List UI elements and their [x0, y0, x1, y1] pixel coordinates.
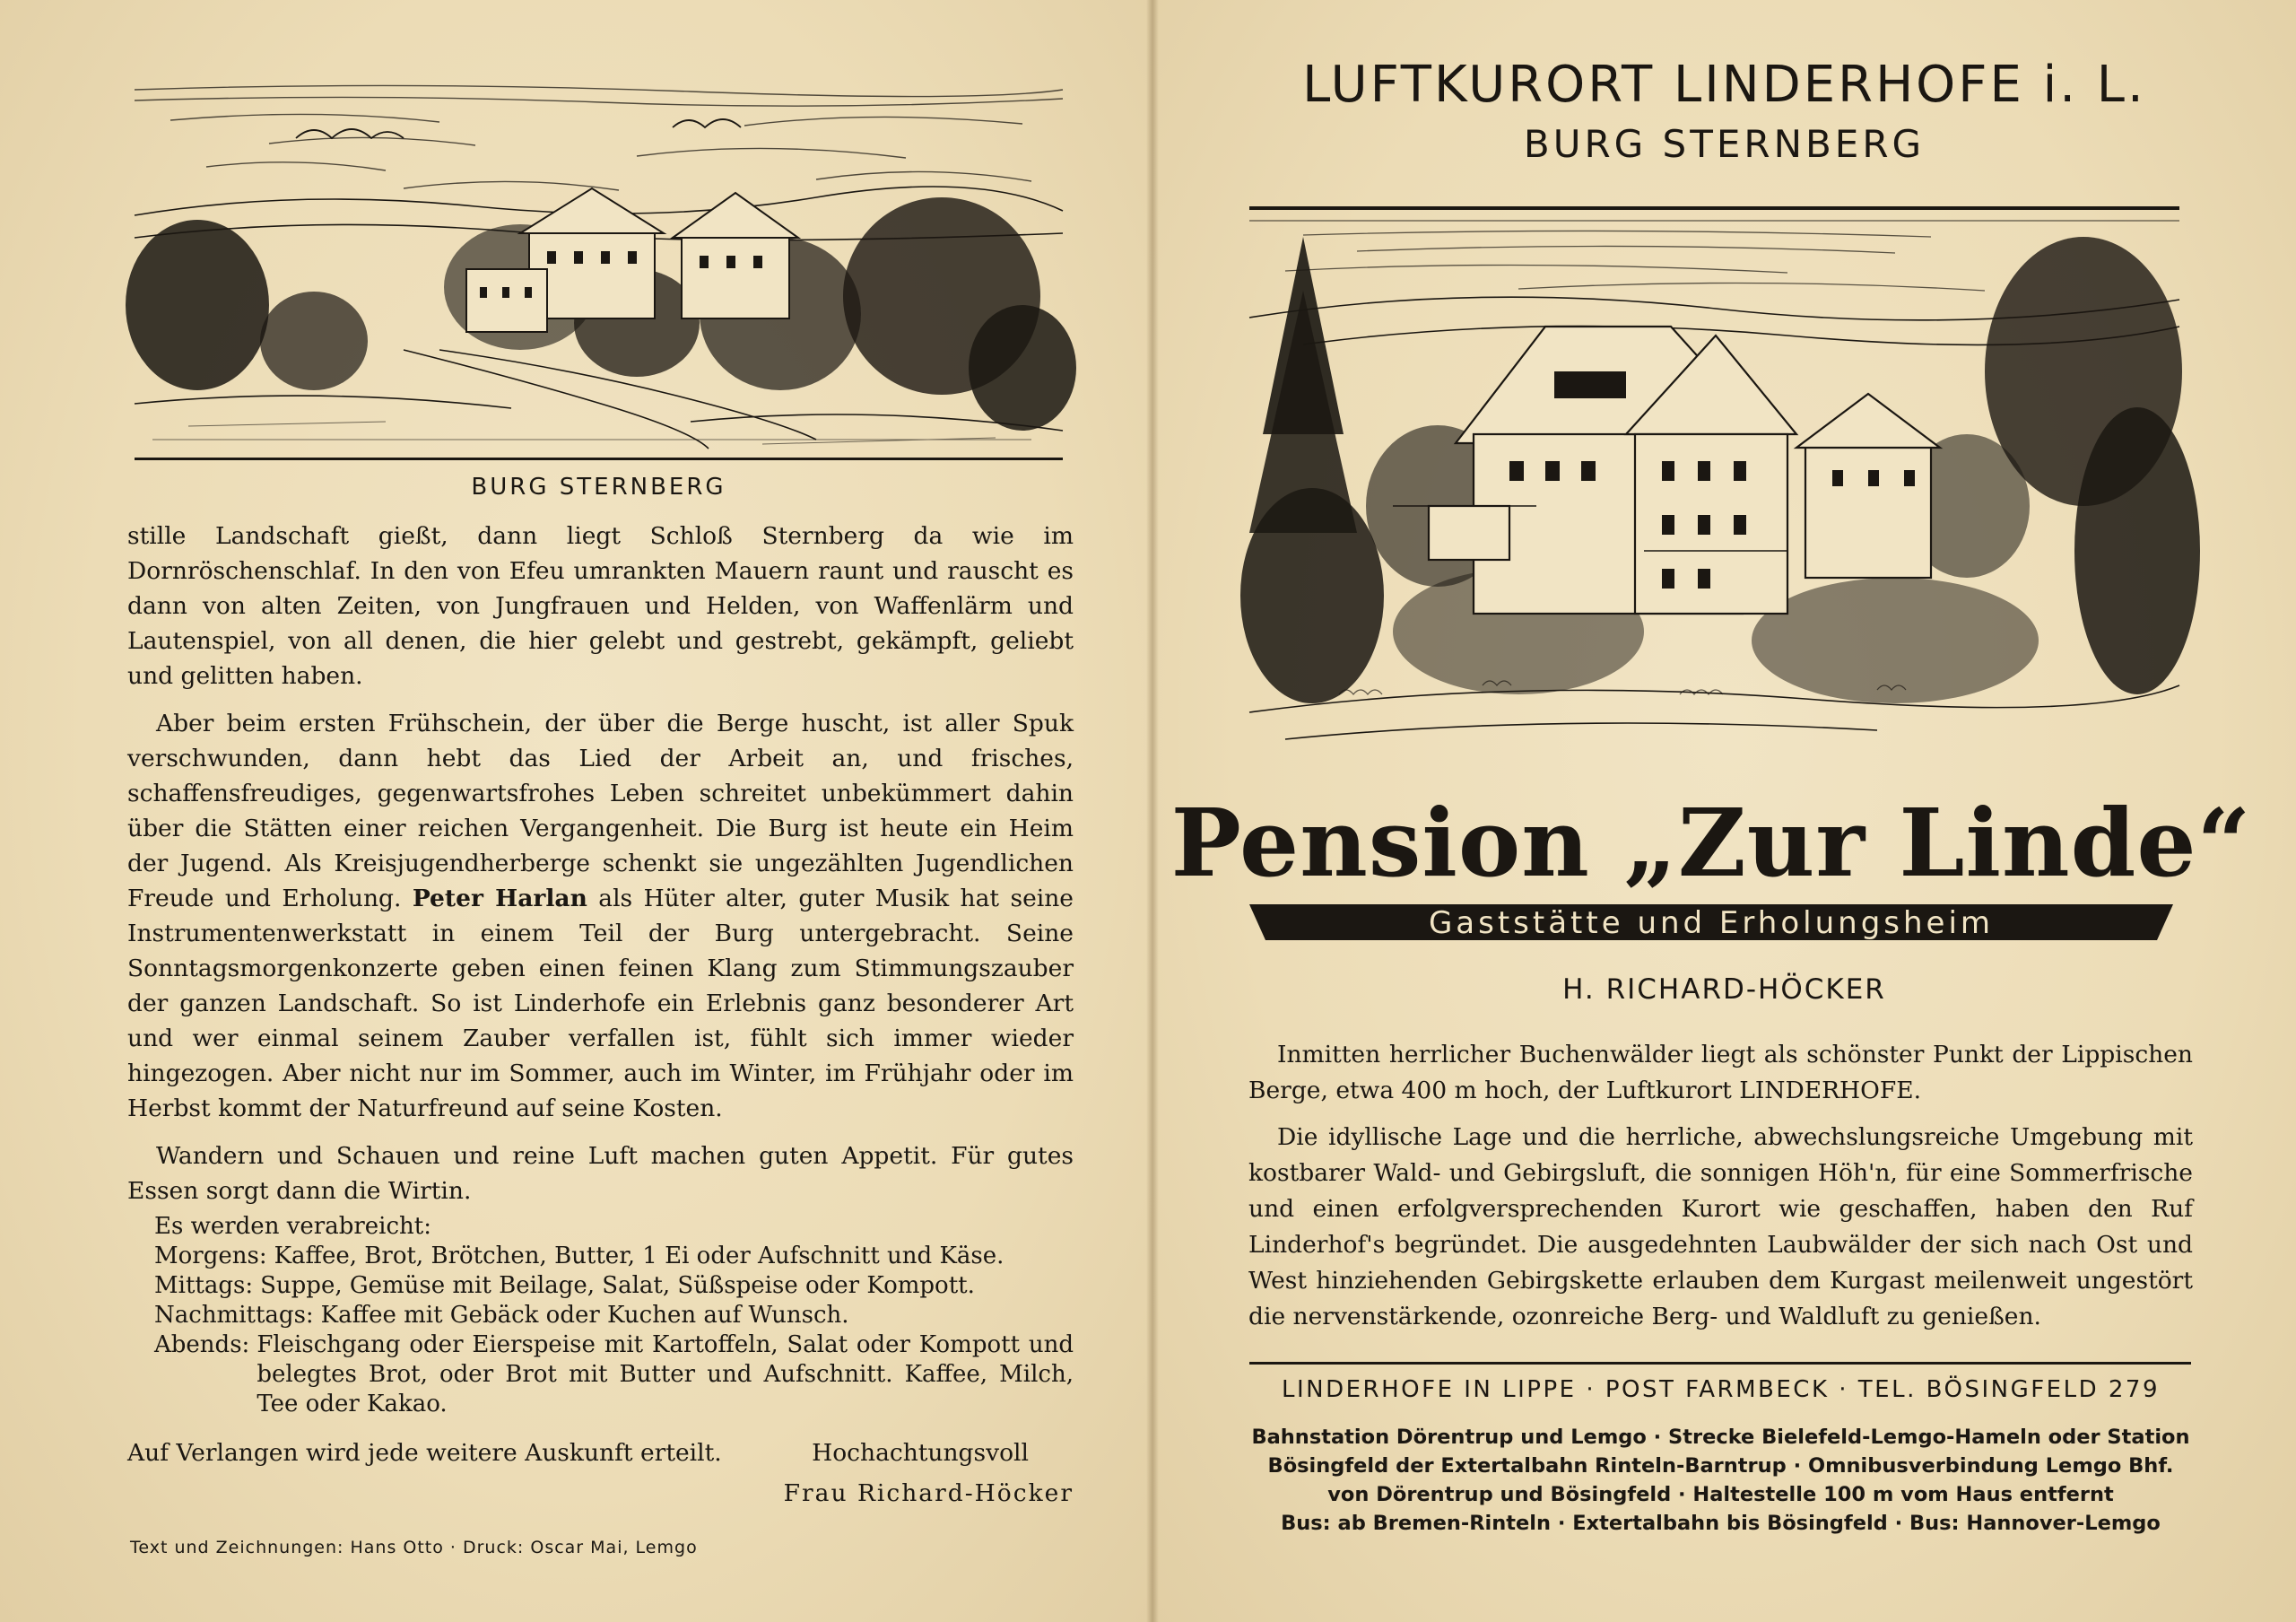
paragraph: Inmitten herrlicher Buchenwälder liegt als schönster Punkt der Lippischen Berge, etwa 400 m hoch, der Luftkurort LINDERHOFE. [1248, 1041, 2193, 1104]
address-line: LINDERHOFE IN LIPPE · POST FARMBECK · TEL. BÖSINGFELD 279 [1281, 1376, 2161, 1403]
menu-item-label: Nachmittags: [154, 1302, 314, 1329]
page-subtitle: BURG STERNBERG [1523, 122, 1926, 166]
menu-item [154, 1330, 1074, 1419]
menu-item [154, 1242, 1074, 1271]
menu-intro: Es werden verabreicht: [154, 1213, 431, 1240]
divider [1249, 1362, 2191, 1365]
left-body-text [127, 519, 1074, 1511]
menu-list [154, 1212, 1074, 1419]
pension-logo [1170, 770, 2252, 958]
name-highlight: Peter Harlan [412, 885, 587, 912]
menu-item-text: Suppe, Gemüse mit Beilage, Salat, Süßspeise oder Kompott. [260, 1272, 975, 1299]
paragraph: Wandern und Schauen und reine Luft machen guten Appetit. Für gutes Essen sorgt dann die Wirtin. [127, 1142, 1074, 1205]
transport-info [1248, 1423, 2193, 1538]
paragraph: Die idyllische Lage und die herrliche, abwechslungsreiche Umgebung mit kostbarer Wald- und Gebirgsluft, die sonnigen Höh'n, für eine Sommerfrische und einen erfolgversprechenden Kurort wie geschaffen, haben den Ruf Linderhof's begründet. Die ausgedehnten Laubwälder der sich nach Ost und West hinziehenden Gebirgskette erlauben dem Kurgast meilenweit ungestört die nervenstärkende, ozonreiche Berg- und Waldluft zu genießen. [1248, 1123, 2193, 1330]
credits: Text und Zeichnungen: Hans Otto · Druck: Oscar Mai, Lemgo [130, 1538, 698, 1557]
signature: Frau Richard-Höcker [783, 1479, 1074, 1507]
page-fold [1146, 0, 1159, 1622]
menu-item [154, 1301, 1074, 1330]
paragraph: stille Landschaft gießt, dann liegt Schloß Sternberg da wie im Dornröschenschlaf. In den von Efeu umrankten Mauern raunt und rauscht es dann von alten Zeiten, von Jungfrauen und Helden, von Waffenlärm und Lautenspiel, von all denen, die hier gelebt und gestrebt, gekämpft, geliebt und gelitten haben. [127, 522, 1074, 690]
page-title: LUFTKURORT LINDERHOFE i. L. [1302, 56, 2146, 114]
pension-illustration [1249, 206, 2179, 766]
menu-item [154, 1271, 1074, 1301]
transport-line: Bösingfeld der Extertalbahn Rinteln-Barntrup · Omnibusverbindung Lemgo Bhf. [1267, 1454, 2174, 1478]
menu-item-text: Kaffee, Brot, Brötchen, Butter, 1 Ei oder Aufschnitt und Käse. [274, 1243, 1004, 1269]
menu-item-label: Abends: [154, 1331, 250, 1358]
text-span: als Hüter alter, guter Musik hat seine Instrumentenwerkstatt in einem Teil der Burg untergebracht. Seine Sonntagsmorgenkonzerte geben einen feinen Klang zum Stimmungszauber der ganzen Landschaft. So ist Linderhofe ein Erlebnis ganz besonderer Art und wer einmal seinem Zauber verfallen ist, fühlt sich immer wieder hingezogen. Aber nicht nur im Sommer, auch im Winter, im Frühjahr oder im Herbst kommt der Naturfreund auf seine Kosten. [127, 885, 1074, 1122]
logo-main-text: Pension „Zur Linde“ [1170, 788, 2252, 898]
transport-line: Bus: ab Bremen-Rinteln · Extertalbahn bis Bösingfeld · Bus: Hannover-Lemgo [1281, 1512, 2161, 1535]
logo-banner-text: Gaststätte und Erholungsheim [1428, 905, 1995, 941]
closing-text: Auf Verlangen wird jede weitere Auskunft erteilt. [127, 1439, 722, 1467]
menu-item-label: Mittags: [154, 1272, 254, 1299]
illustration-caption: BURG STERNBERG [471, 474, 726, 501]
text-span: Aber beim ersten Frühschein, der über die Berge huscht, ist aller Spuk verschwunden, dann hebt das Lied der Arbeit an, und frisches, schaffensfreudiges, gegenwartsfrohes Leben schreitet unbekümmert dahin über die Stätten einer reichen Vergangenheit. Die Burg ist heute ein Heim der Jugend. Als Kreisjugendherberge schenkt sie ungezählten Jugendlichen Freude und Erholung. [127, 710, 1074, 912]
owner-name: H. RICHARD-HÖCKER [1562, 973, 1886, 1006]
menu-item-label: Morgens: [154, 1243, 267, 1269]
greeting: Hochachtungsvoll [812, 1439, 1029, 1467]
burg-sternberg-illustration [135, 81, 1063, 460]
right-body-text [1248, 1037, 2193, 1346]
menu-item-text: Fleischgang oder Eierspeise mit Kartoffeln, Salat oder Kompott und belegtes Brot, oder Brot mit Butter und Aufschnitt. Kaffee, Milch, Tee oder Kakao. [257, 1331, 1074, 1417]
paragraph [127, 706, 1074, 1126]
closing-row [127, 1435, 1074, 1470]
transport-line: von Dörentrup und Bösingfeld · Haltestelle 100 m vom Haus entfernt [1327, 1483, 2114, 1506]
transport-line: Bahnstation Dörentrup und Lemgo · Strecke Bielefeld-Lemgo-Hameln oder Station [1251, 1426, 2190, 1449]
menu-item-text: Kaffee mit Gebäck oder Kuchen auf Wunsch. [320, 1302, 849, 1329]
